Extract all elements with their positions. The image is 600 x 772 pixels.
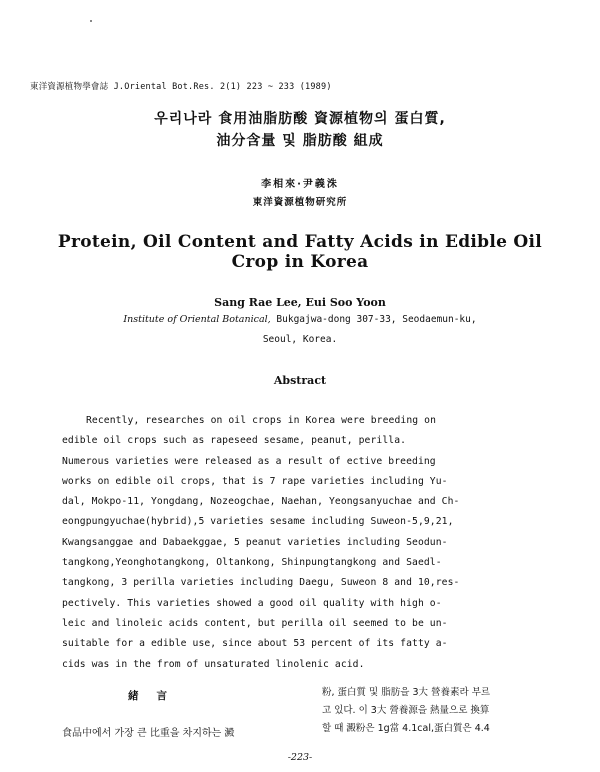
korean-authors: 李相來·尹義洙 [261, 179, 339, 190]
section-heading-introduction: 緒言 [128, 690, 185, 702]
abstract-body [62, 411, 540, 675]
right-column-line: 粉, 蛋白質 및 脂肪을 3大 營養素라 부르 [322, 687, 491, 698]
english-title-line2: Crop in Korea [231, 252, 369, 272]
korean-title-line1: 우리나라 食用油脂肪酸 資源植物의 蛋白質, [154, 111, 446, 127]
scan-speck [90, 20, 92, 22]
affiliation-line2: Seoul, Korea. [262, 334, 338, 345]
abstract-line: pectively. This varieties showed a good oil quality with high o- [62, 597, 442, 609]
abstract-line: dal, Mokpo-11, Yongdang, Nozeogchae, Naehan, Yeongsanyuchae and Ch- [62, 496, 460, 508]
right-column-text [322, 684, 542, 738]
left-column-text: 食品中에서 가장 큰 比重을 차지하는 澱 [62, 728, 235, 739]
abstract-heading: Abstract [273, 374, 327, 387]
abstract-line: edible oil crops such as rapeseed sesame, peanut, perilla. [62, 435, 407, 447]
abstract-line: eongpungyuchae(hybrid),5 varieties sesame including Suweon-5,9,21, [62, 516, 454, 528]
abstract-line: Kwangsanggae and Dabaekggae, 5 peanut varieties including Seodun- [62, 536, 448, 548]
korean-institution: 東洋資源植物研究所 [252, 197, 348, 208]
abstract-line: tangkong,Yeonghotangkong, Oltankong, Shinpungtangkong and Saedl- [62, 557, 442, 569]
abstract-line: leic and linoleic acids content, but perilla oil seemed to be un- [62, 617, 448, 629]
abstract-line: Numerous varieties were released as a result of ective breeding [62, 455, 436, 467]
korean-title-line2: 油分含量 및 脂肪酸 組成 [216, 133, 384, 149]
abstract-line: suitable for a edible use, since about 53 percent of its fatty a- [62, 638, 448, 650]
abstract-line: cids was in the from of unsaturated linolenic acid. [62, 658, 365, 670]
affiliation-line1 [0, 314, 600, 325]
right-column-line: 고 있다. 이 3大 營養源을 熱量으로 換算 [322, 705, 490, 716]
affiliation-institution: Institute of Oriental Botanical, [123, 314, 271, 325]
affiliation-address1: Bukgajwa-dong 307-33, Seodaemun-ku, [270, 314, 477, 325]
english-title-line1: Protein, Oil Content and Fatty Acids in Edible Oil [57, 232, 543, 252]
abstract-line: tangkong, 3 perilla varieties including Daegu, Suweon 8 and 10,res- [62, 577, 460, 589]
abstract-line: Recently, researches on oil crops in Korea were breeding on [86, 415, 437, 426]
right-column-line: 할 때 澱粉은 1g當 4.1cal,蛋白質은 4.4 [322, 723, 490, 734]
english-authors: Sang Rae Lee, Eui Soo Yoon [214, 296, 386, 309]
journal-citation: 東洋資源植物學會誌 J.Oriental Bot.Res. 2(1) 223 ~ 233 (1989) [30, 82, 332, 92]
page-number: -223- [287, 752, 313, 763]
abstract-line: works on edible oil crops, that is 7 rape varieties including Yu- [62, 475, 448, 487]
